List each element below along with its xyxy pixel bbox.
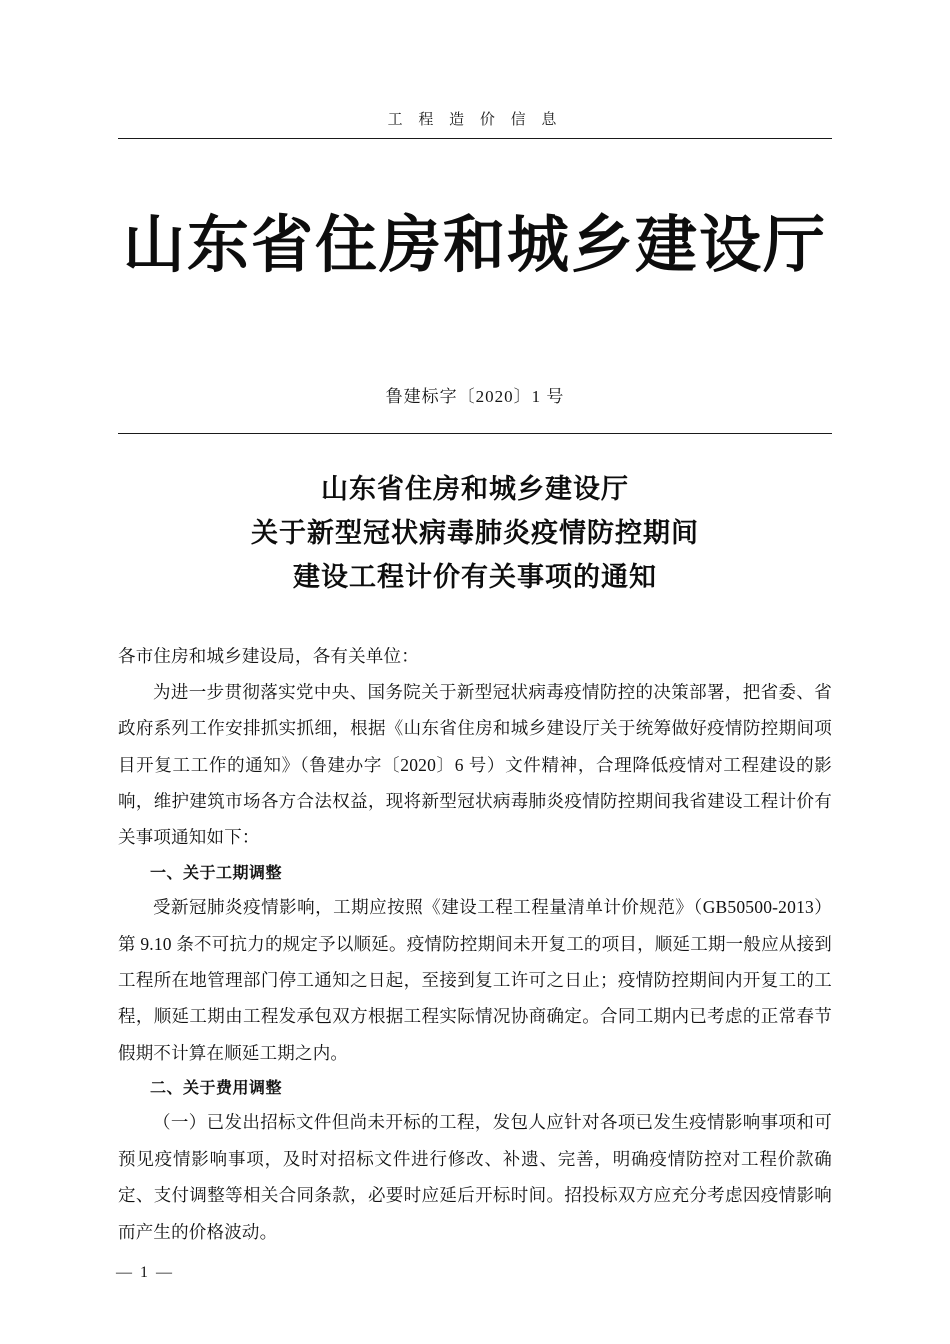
- page-number: [0, 1264, 950, 1282]
- running-header-text: 工 程 造 价 信 息: [387, 112, 563, 128]
- section-heading-one: 一、关于工期调整: [150, 862, 283, 882]
- masthead-organization: 山东省住房和城乡建设厅: [122, 208, 827, 281]
- document-title: [118, 468, 832, 599]
- title-line-1: 山东省住房和城乡建设厅: [321, 474, 629, 506]
- section-heading-two: 二、关于费用调整: [150, 1078, 283, 1098]
- section-one-paragraph: 受新冠肺炎疫情影响，工期应按照《建设工程工程量清单计价规范》（GB50500-2013）第 9.10 条不可抗力的规定予以顺延。疫情防控期间未开复工的项目，顺延工期一般应从接到工程所在地管理部门停工通知之日起，至接到复工许可之日止；疫情防控期间内开复工的工程，顺延工期由工程发承包双方根据工程实际情况协商确定。合同工期内已考虑的正常春节假期不计算在顺延工期之内。: [118, 897, 832, 1063]
- document-number: 鲁建标字〔2020〕1 号: [385, 387, 565, 407]
- title-divider: [118, 433, 832, 434]
- intro-paragraph: 为进一步贯彻落实党中央、国务院关于新型冠状病毒疫情防控的决策部署，把省委、省政府系列工作安排抓实抓细，根据《山东省住房和城乡建设厅关于统筹做好疫情防控期间项目开复工工作的通知》（鲁建办字〔2020〕6 号）文件精神，合理降低疫情对工程建设的影响，维护建筑市场各方合法权益，现将新型冠状病毒肺炎疫情防控期间我省建设工程计价有关事项通知如下：: [118, 681, 832, 848]
- document-body: [118, 638, 832, 1250]
- header-divider: [118, 138, 832, 139]
- title-line-2: 关于新型冠状病毒肺炎疫情防控期间: [251, 518, 699, 550]
- page-number-text: — 1 —: [116, 1264, 174, 1281]
- title-line-3: 建设工程计价有关事项的通知: [293, 561, 657, 593]
- running-header: [118, 0, 832, 139]
- salutation: 各市住房和城乡建设局，各有关单位：: [118, 645, 419, 666]
- section-two-paragraph-one: （一）已发出招标文件但尚未开标的工程，发包人应针对各项已发生疫情影响事项和可预见疫情影响事项，及时对招标文件进行修改、补遗、完善，明确疫情防控对工程价款确定、支付调整等相关合同条款，必要时应延后开标时间。招投标双方应充分考虑因疫情影响而产生的价格波动。: [118, 1112, 832, 1242]
